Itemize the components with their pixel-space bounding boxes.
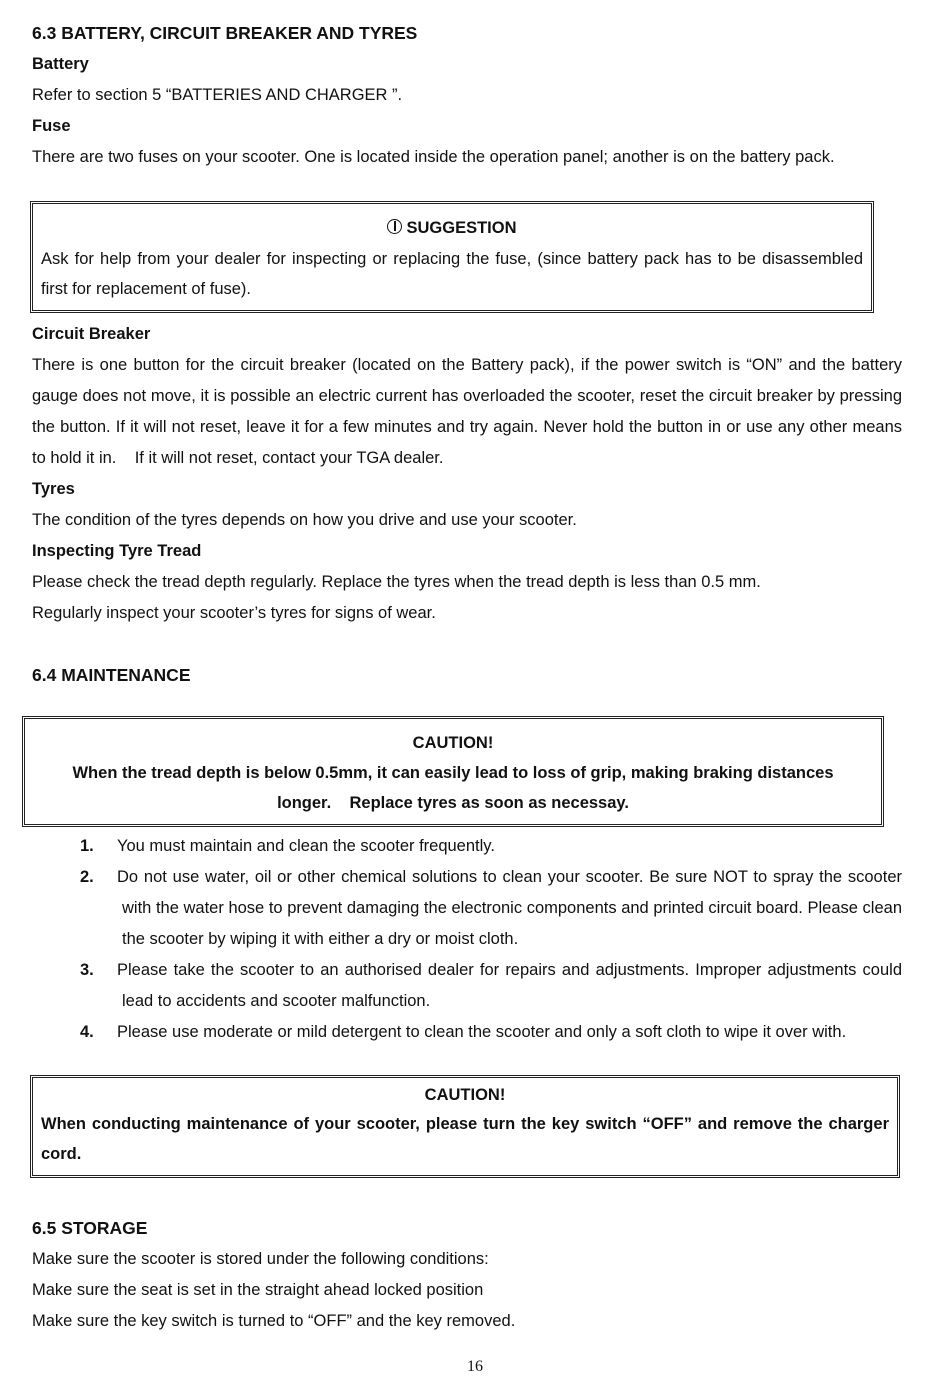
fuse-paragraph: There are two fuses on your scooter. One is located inside the operation panel; another is on the battery pack. [32, 148, 835, 166]
storage-line-3: Make sure the key switch is turned to “OFF” and the key removed. [32, 1312, 516, 1330]
caution-box-maintenance [30, 1075, 900, 1178]
section-6-4-title: 6.4 MAINTENANCE [32, 665, 191, 685]
list-item: 4. Please use moderate or mild detergent to clean the scooter and only a soft cloth to wipe it over with. [80, 1023, 847, 1041]
battery-paragraph: Refer to section 5 “BATTERIES AND CHARGER ”. [32, 86, 403, 104]
circuit-breaker-heading: Circuit Breaker [32, 325, 151, 343]
suggestion-title: SUGGESTION [406, 219, 517, 237]
page-content [32, 18, 907, 1337]
circuit-breaker-paragraph: There is one button for the circuit breaker (located on the Battery pack), if the power switch is “ON” and the battery gauge does not move, it is possible an electric current has overloaded the scooter, reset the circuit breaker by pressing the button. If it will not reset, leave it for a few minutes and try again. Never hold the button in or use any other means to hold it in. If it will not reset, contact your TGA dealer. [32, 356, 907, 467]
fuse-heading: Fuse [32, 117, 71, 135]
info-icon [387, 219, 402, 234]
page-number: 16 [467, 1358, 483, 1375]
maintenance-list [32, 831, 902, 1048]
tyres-paragraph: The condition of the tyres depends on how you drive and use your scooter. [32, 511, 577, 529]
tread-heading: Inspecting Tyre Tread [32, 542, 202, 560]
caution2-title: CAUTION! [424, 1086, 506, 1104]
tread-paragraph-2: Regularly inspect your scooter’s tyres for signs of wear. [32, 604, 436, 622]
suggestion-text: Ask for help from your dealer for inspecting or replacing the fuse, (since battery pack has to be disassembled first for replacement of fuse). [41, 250, 863, 298]
list-item: 3. Please take the scooter to an authorised dealer for repairs and adjustments. Improper adjustments could lead to accidents and scooter malfunction. [80, 961, 902, 1010]
suggestion-box [30, 201, 874, 313]
tyres-heading: Tyres [32, 480, 75, 498]
list-item: 2. Do not use water, oil or other chemical solutions to clean your scooter. Be sure NOT to spray the scooter with the water hose to prevent damaging the electronic components and printed circuit board. Please clean the scooter by wiping it with either a dry or moist cloth. [80, 868, 902, 948]
caution-box-tread [22, 716, 884, 827]
storage-line-2: Make sure the seat is set in the straight ahead locked position [32, 1281, 484, 1299]
caution-title: CAUTION! [412, 734, 494, 752]
section-6-5-title: 6.5 STORAGE [32, 1218, 148, 1238]
battery-heading: Battery [32, 55, 89, 73]
list-item: 1. You must maintain and clean the scooter frequently. [80, 837, 495, 855]
section-6-3-title: 6.3 BATTERY, CIRCUIT BREAKER AND TYRES [32, 23, 418, 43]
caution2-text: When conducting maintenance of your scooter, please turn the key switch “OFF” and remove the charger cord. [41, 1115, 889, 1163]
storage-line-1: Make sure the scooter is stored under the following conditions: [32, 1250, 489, 1268]
tread-paragraph-1: Please check the tread depth regularly. Replace the tyres when the tread depth is less than 0.5 mm. [32, 573, 761, 591]
caution-text: When the tread depth is below 0.5mm, it can easily lead to loss of grip, making braking distances longer. Replace tyres as soon as necessay. [72, 764, 839, 812]
